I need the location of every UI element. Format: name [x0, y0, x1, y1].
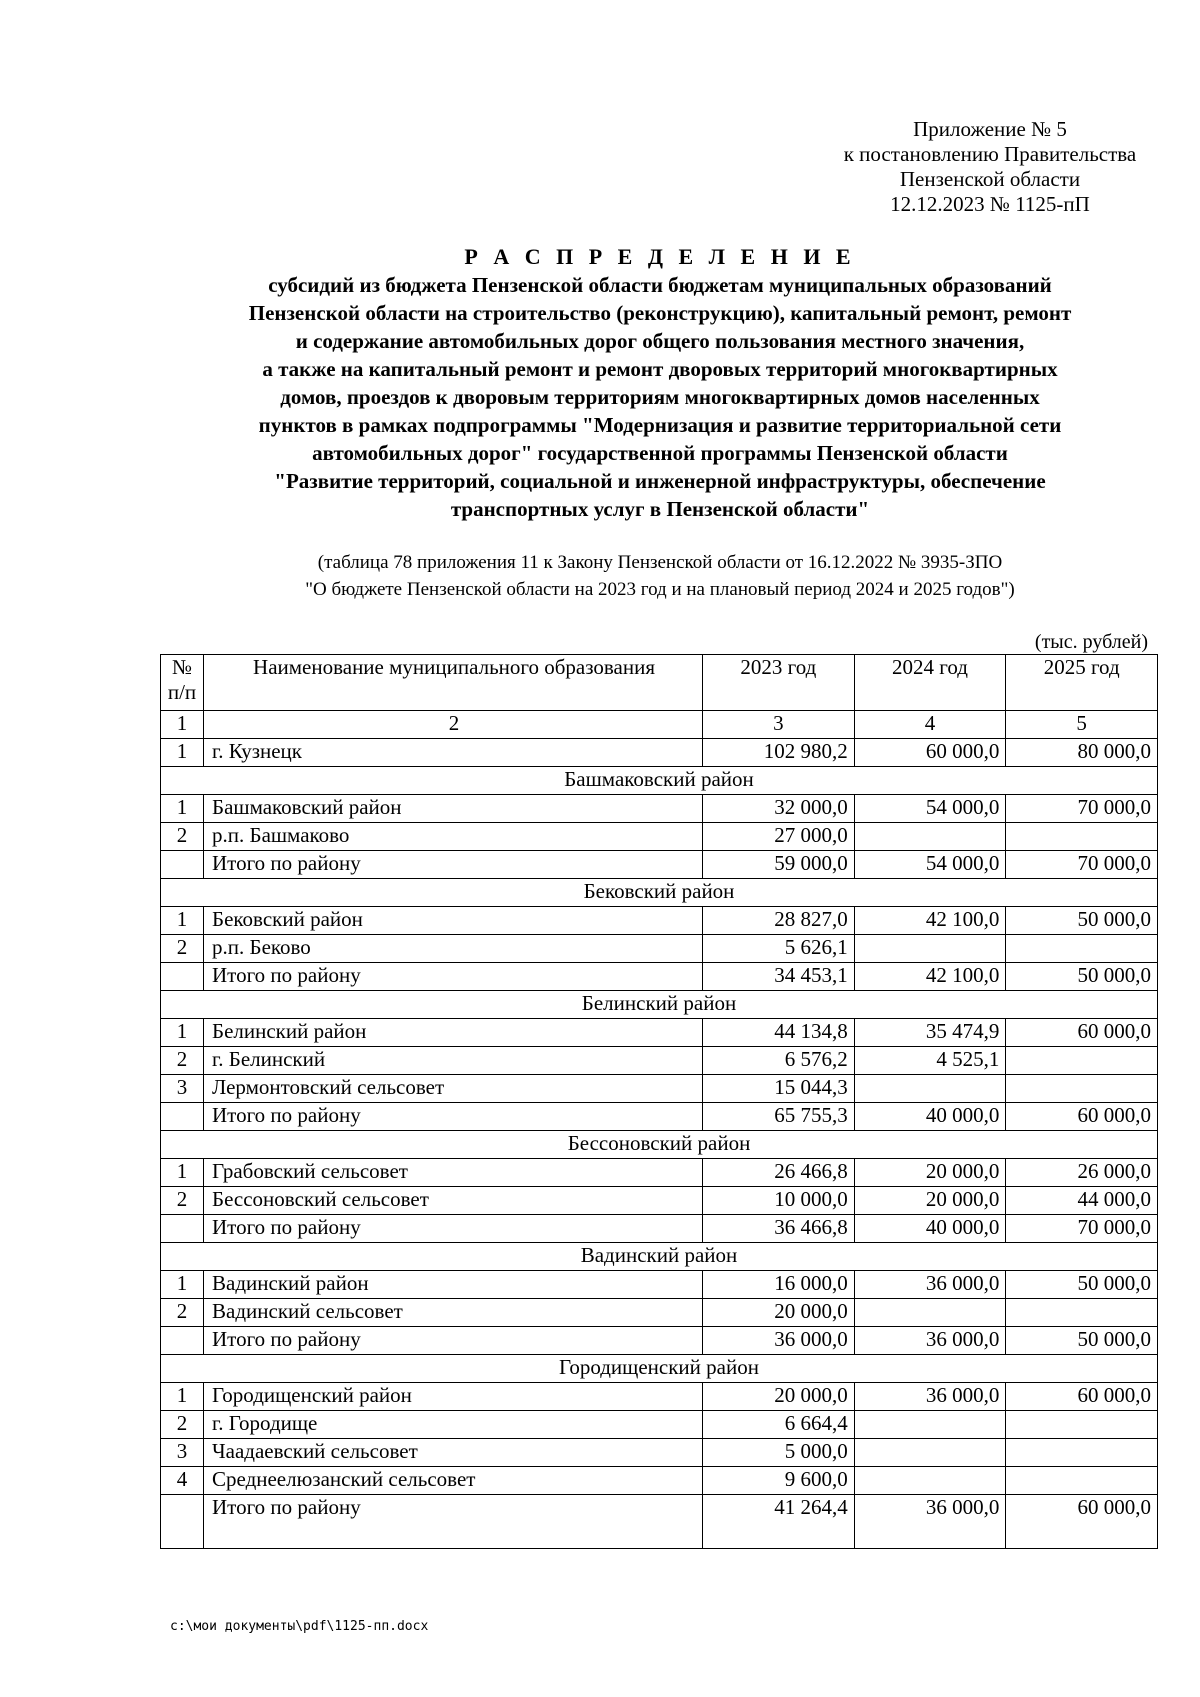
- row-name: Итого по району: [204, 1103, 703, 1131]
- row-2023: 65 755,3: [703, 1103, 855, 1131]
- row-num: 1: [161, 739, 204, 767]
- total-row: [161, 1327, 1158, 1355]
- row-2023: 5 626,1: [703, 935, 855, 963]
- title-line: пунктов в рамках подпрограммы "Модернизация и развитие территориальной сети: [258, 413, 1062, 437]
- row-2025: 70 000,0: [1006, 795, 1158, 823]
- row-2025: [1006, 1299, 1158, 1327]
- district-name: Вадинский район: [161, 1243, 1158, 1271]
- table-row: [161, 935, 1158, 963]
- title-heading: Р А С П Р Е Д Е Л Е Н И Е: [464, 244, 856, 269]
- index-cell: 1: [161, 711, 204, 739]
- row-2024: 60 000,0: [854, 739, 1006, 767]
- row-name: Башмаковский район: [204, 795, 703, 823]
- district-name: Белинский район: [161, 991, 1158, 1019]
- row-num: [161, 1215, 204, 1243]
- row-2025: [1006, 823, 1158, 851]
- header-name: Наименование муниципального образования: [204, 655, 703, 711]
- row-num: 1: [161, 1159, 204, 1187]
- appendix-line: Приложение № 5: [913, 117, 1067, 141]
- title-line: транспортных услуг в Пензенской области": [450, 497, 870, 521]
- table-row: [161, 907, 1158, 935]
- row-2024: 20 000,0: [854, 1159, 1006, 1187]
- table-row: [161, 823, 1158, 851]
- district-name: Городищенский район: [161, 1355, 1158, 1383]
- row-2024: 54 000,0: [854, 795, 1006, 823]
- total-row: [161, 1103, 1158, 1131]
- row-2024: 42 100,0: [854, 963, 1006, 991]
- district-header-row: [161, 1355, 1158, 1383]
- reference-line: "О бюджете Пензенской области на 2023 год и на плановый период 2024 и 2025 годов"): [305, 579, 1015, 600]
- header-row: [161, 655, 1158, 711]
- row-num: [161, 1103, 204, 1131]
- row-name: г. Городище: [204, 1411, 703, 1439]
- row-num: [161, 963, 204, 991]
- row-num: 2: [161, 1299, 204, 1327]
- row-2025: 70 000,0: [1006, 1215, 1158, 1243]
- index-cell: 2: [204, 711, 703, 739]
- row-2023: 28 827,0: [703, 907, 855, 935]
- total-row: [161, 1495, 1158, 1549]
- table-row: [161, 1411, 1158, 1439]
- row-name: г. Кузнецк: [204, 739, 703, 767]
- row-name: Бессоновский сельсовет: [204, 1187, 703, 1215]
- row-2023: 27 000,0: [703, 823, 855, 851]
- row-2025: 50 000,0: [1006, 963, 1158, 991]
- row-name: Итого по району: [204, 1495, 703, 1549]
- total-row: [161, 851, 1158, 879]
- row-2023: 41 264,4: [703, 1495, 855, 1549]
- row-2024: [854, 1439, 1006, 1467]
- row-name: Вадинский сельсовет: [204, 1299, 703, 1327]
- table-row: [161, 1047, 1158, 1075]
- district-name: Башмаковский район: [161, 767, 1158, 795]
- row-name: Итого по району: [204, 963, 703, 991]
- title-line: и содержание автомобильных дорог общего пользования местного значения,: [295, 329, 1025, 353]
- row-2023: 36 000,0: [703, 1327, 855, 1355]
- row-name: Среднеелюзанский сельсовет: [204, 1467, 703, 1495]
- reference-line: (таблица 78 приложения 11 к Закону Пензенской области от 16.12.2022 № 3935-ЗПО: [317, 552, 1003, 573]
- row-2023: 5 000,0: [703, 1439, 855, 1467]
- table-row: [161, 739, 1158, 767]
- row-2024: [854, 823, 1006, 851]
- table-row: [161, 1159, 1158, 1187]
- row-2023: 44 134,8: [703, 1019, 855, 1047]
- row-name: р.п. Беково: [204, 935, 703, 963]
- row-2024: 20 000,0: [854, 1187, 1006, 1215]
- row-2025: 70 000,0: [1006, 851, 1158, 879]
- row-2024: 40 000,0: [854, 1103, 1006, 1131]
- appendix-line: 12.12.2023 № 1125-пП: [890, 192, 1090, 216]
- title-line: домов, проездов к дворовым территориям многоквартирных домов населенных: [280, 385, 1040, 409]
- district-name: Бессоновский район: [161, 1131, 1158, 1159]
- units-label: (тыс. рублей): [1034, 631, 1148, 653]
- row-2023: 15 044,3: [703, 1075, 855, 1103]
- row-num: 2: [161, 935, 204, 963]
- table-row: [161, 1383, 1158, 1411]
- row-2025: 50 000,0: [1006, 1327, 1158, 1355]
- table-row: [161, 795, 1158, 823]
- row-2025: 60 000,0: [1006, 1495, 1158, 1549]
- row-2024: 40 000,0: [854, 1215, 1006, 1243]
- row-2025: 60 000,0: [1006, 1019, 1158, 1047]
- row-num: 4: [161, 1467, 204, 1495]
- row-2024: 36 000,0: [854, 1495, 1006, 1549]
- table-row: [161, 1187, 1158, 1215]
- table-row: [161, 1467, 1158, 1495]
- total-row: [161, 963, 1158, 991]
- document-title: [150, 243, 1170, 523]
- row-num: [161, 1327, 204, 1355]
- law-reference: [150, 549, 1170, 603]
- district-header-row: [161, 1131, 1158, 1159]
- appendix-line: Пензенской области: [899, 167, 1081, 191]
- row-2025: 50 000,0: [1006, 1271, 1158, 1299]
- table-row: [161, 1075, 1158, 1103]
- row-2023: 34 453,1: [703, 963, 855, 991]
- row-num: 1: [161, 795, 204, 823]
- row-2025: [1006, 1411, 1158, 1439]
- table-row: [161, 1299, 1158, 1327]
- title-line: Пензенской области на строительство (реконструкцию), капитальный ремонт, ремонт: [248, 301, 1072, 325]
- row-2023: 32 000,0: [703, 795, 855, 823]
- row-2023: 20 000,0: [703, 1299, 855, 1327]
- row-num: 1: [161, 907, 204, 935]
- column-index-row: [161, 711, 1158, 739]
- row-name: Чаадаевский сельсовет: [204, 1439, 703, 1467]
- row-2023: 102 980,2: [703, 739, 855, 767]
- index-cell: 3: [703, 711, 855, 739]
- row-2023: 26 466,8: [703, 1159, 855, 1187]
- row-2024: 36 000,0: [854, 1327, 1006, 1355]
- row-2025: 60 000,0: [1006, 1103, 1158, 1131]
- header-num: № п/п: [161, 655, 204, 711]
- row-2024: 4 525,1: [854, 1047, 1006, 1075]
- row-num: 1: [161, 1383, 204, 1411]
- row-name: Грабовский сельсовет: [204, 1159, 703, 1187]
- row-2024: [854, 1411, 1006, 1439]
- row-2024: 54 000,0: [854, 851, 1006, 879]
- row-2023: 9 600,0: [703, 1467, 855, 1495]
- row-2025: 60 000,0: [1006, 1383, 1158, 1411]
- row-2025: [1006, 935, 1158, 963]
- table-row: [161, 1439, 1158, 1467]
- row-2025: 50 000,0: [1006, 907, 1158, 935]
- row-name: г. Белинский: [204, 1047, 703, 1075]
- row-2025: [1006, 1047, 1158, 1075]
- title-line: "Развитие территорий, социальной и инженерной инфраструктуры, обеспечение: [274, 469, 1046, 493]
- row-2024: [854, 1075, 1006, 1103]
- row-2025: [1006, 1467, 1158, 1495]
- district-name: Бековский район: [161, 879, 1158, 907]
- row-num: 3: [161, 1439, 204, 1467]
- header-2024: 2024 год: [854, 655, 1006, 711]
- row-2023: 59 000,0: [703, 851, 855, 879]
- row-2025: 26 000,0: [1006, 1159, 1158, 1187]
- row-num: 2: [161, 1411, 204, 1439]
- appendix-block: [800, 117, 1180, 217]
- row-2023: 20 000,0: [703, 1383, 855, 1411]
- row-name: Итого по району: [204, 1327, 703, 1355]
- row-2023: 10 000,0: [703, 1187, 855, 1215]
- row-name: Итого по району: [204, 851, 703, 879]
- row-num: 2: [161, 1047, 204, 1075]
- title-line: субсидий из бюджета Пензенской области бюджетам муниципальных образований: [268, 273, 1052, 297]
- row-2024: 35 474,9: [854, 1019, 1006, 1047]
- row-name: Вадинский район: [204, 1271, 703, 1299]
- distribution-table: [160, 654, 1158, 1549]
- row-num: 1: [161, 1019, 204, 1047]
- row-2023: 6 664,4: [703, 1411, 855, 1439]
- row-num: [161, 1495, 204, 1549]
- row-2025: [1006, 1075, 1158, 1103]
- title-line: а также на капитальный ремонт и ремонт дворовых территорий многоквартирных: [262, 357, 1058, 381]
- row-2024: 36 000,0: [854, 1383, 1006, 1411]
- row-num: 2: [161, 1187, 204, 1215]
- row-name: Городищенский район: [204, 1383, 703, 1411]
- table-row: [161, 1271, 1158, 1299]
- index-cell: 4: [854, 711, 1006, 739]
- total-row: [161, 1215, 1158, 1243]
- row-name: Белинский район: [204, 1019, 703, 1047]
- row-2023: 16 000,0: [703, 1271, 855, 1299]
- header-2025: 2025 год: [1006, 655, 1158, 711]
- appendix-line: к постановлению Правительства: [843, 142, 1137, 166]
- row-name: Лермонтовский сельсовет: [204, 1075, 703, 1103]
- row-2024: [854, 1467, 1006, 1495]
- row-2025: [1006, 1439, 1158, 1467]
- row-2023: 36 466,8: [703, 1215, 855, 1243]
- row-name: Бековский район: [204, 907, 703, 935]
- row-2024: [854, 935, 1006, 963]
- district-header-row: [161, 767, 1158, 795]
- row-2024: 36 000,0: [854, 1271, 1006, 1299]
- row-num: [161, 851, 204, 879]
- table-row: [161, 1019, 1158, 1047]
- district-header-row: [161, 879, 1158, 907]
- row-num: 1: [161, 1271, 204, 1299]
- file-path-footer: c:\мои документы\pdf\1125-пп.docx: [170, 1619, 429, 1634]
- district-header-row: [161, 1243, 1158, 1271]
- index-cell: 5: [1006, 711, 1158, 739]
- header-2023: 2023 год: [703, 655, 855, 711]
- row-2023: 6 576,2: [703, 1047, 855, 1075]
- row-2025: 44 000,0: [1006, 1187, 1158, 1215]
- row-num: 3: [161, 1075, 204, 1103]
- row-name: Итого по району: [204, 1215, 703, 1243]
- row-name: р.п. Башмаково: [204, 823, 703, 851]
- row-num: 2: [161, 823, 204, 851]
- row-2024: 42 100,0: [854, 907, 1006, 935]
- row-2024: [854, 1299, 1006, 1327]
- row-2025: 80 000,0: [1006, 739, 1158, 767]
- title-line: автомобильных дорог" государственной программы Пензенской области: [312, 441, 1008, 465]
- district-header-row: [161, 991, 1158, 1019]
